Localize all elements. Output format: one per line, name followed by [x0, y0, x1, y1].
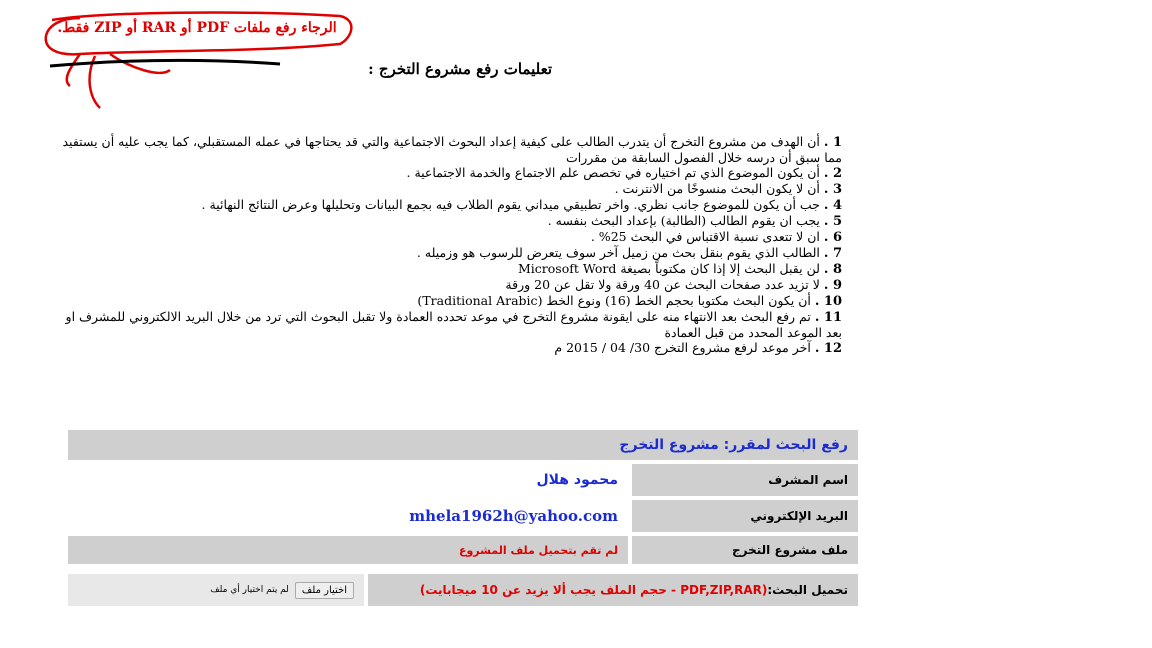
item-number: 7 .	[823, 246, 842, 261]
item-text: لن يقبل البحث إلا إذا كان مكتوباً بصيغة Microsoft Word	[517, 261, 820, 276]
item-number: 11 .	[814, 310, 842, 325]
upload-label-cell	[368, 574, 858, 606]
upload-row	[68, 574, 858, 606]
item-text: جب أن يكون للموضوع جانب نظري. واخر تطبيقي ميداني يقوم الطلاب فيه بجمع البيانات وتحليلها وعرض النتائج النهائية .	[201, 197, 820, 212]
item-text: لا تزيد عدد صفحات البحث عن 40 ورقة ولا تقل عن 20 ورقة	[505, 277, 820, 292]
list-item	[60, 277, 842, 293]
item-number: 10 .	[814, 294, 842, 309]
upload-form	[68, 430, 858, 606]
item-text: تم رفع البحث بعد الانتهاء منه على ايقونة مشروع التخرج في موعد تحدده العمادة ولا تقبل البحوث التي ترد من خلال البريد الالكتروني للمشرف او بعد الموعد المحدد من قبل العمادة	[65, 309, 842, 340]
list-item	[60, 261, 842, 277]
item-number: 8 .	[823, 262, 842, 277]
item-number: 3 .	[823, 182, 842, 197]
item-text: أن لا يكون البحث منسوخًا من الانترنت .	[614, 181, 820, 196]
supervisor-label: اسم المشرف	[632, 464, 858, 496]
email-value: mhela1962h@yahoo.com	[409, 507, 618, 525]
item-text: أن الهدف من مشروع التخرج أن يتدرب الطالب على كيفية إعداد البحوث الاجتماعية والتي قد يحتاجها في عمله المستقبلي، كما يجب عليه أن يستفيد مما سبق أن درسه خلال الفصول السابقة من مقررات	[62, 134, 842, 165]
email-label: البريد الإلكتروني	[632, 500, 858, 532]
instructions-list	[60, 134, 842, 356]
list-item	[60, 213, 842, 229]
item-number: 1 .	[823, 135, 842, 150]
item-number: 2 .	[823, 166, 842, 181]
item-text: أن يكون الموضوع الذي تم اختياره في تخصص علم الاجتماع والخدمة الاجتماعية .	[406, 165, 820, 180]
list-item	[60, 293, 842, 309]
form-header: رفع البحث لمقرر: مشروع التخرج	[68, 430, 858, 460]
item-text: أن يكون البحث مكتوبا بحجم الخط (16) ونوع الخط (Traditional Arabic)	[417, 293, 811, 308]
project-file-label: ملف مشروع التخرج	[632, 536, 858, 564]
callout-text: الرجاء رفع ملفات PDF أو RAR أو ZIP فقط.	[57, 20, 337, 36]
item-text: الطالب الذي يقوم بنقل بحث من زميل آخر سوف يتعرض للرسوب هو وزميله .	[416, 245, 820, 260]
upload-size-note: (PDF,ZIP,RAR - حجم الملف يجب ألا يزيد عن 10 ميجابايت)	[419, 583, 768, 597]
file-input-status: لم يتم اختيار أي ملف	[210, 585, 289, 595]
item-number: 5 .	[823, 214, 842, 229]
list-item	[60, 340, 842, 356]
item-number: 6 .	[823, 230, 842, 245]
supervisor-row	[68, 464, 858, 496]
project-file-status: لم تقم بتحميل ملف المشروع	[68, 536, 628, 564]
file-input-cell	[68, 574, 364, 606]
list-item	[60, 245, 842, 261]
item-text: آخر موعد لرفع مشروع التخرج 30/ 04 / 2015 م	[554, 340, 811, 355]
item-number: 9 .	[823, 278, 842, 293]
supervisor-value: محمود هلال	[536, 472, 618, 488]
list-item	[60, 134, 842, 165]
list-item	[60, 165, 842, 181]
email-row	[68, 500, 858, 532]
item-text: يجب ان يقوم الطالب (الطالبة) بإعداد البحث بنفسه .	[547, 213, 820, 228]
project-file-row	[68, 536, 858, 564]
list-item	[60, 181, 842, 197]
item-text: ان لا تتعدى نسبة الاقتباس في البحث 25% .	[590, 229, 820, 244]
item-number: 12 .	[814, 341, 842, 356]
page-title: تعليمات رفع مشروع التخرج :	[368, 60, 552, 78]
list-item	[60, 309, 842, 340]
list-item	[60, 229, 842, 245]
choose-file-button[interactable]: اختيار ملف	[295, 582, 354, 599]
list-item	[60, 197, 842, 213]
upload-label: تحميل البحث:	[767, 583, 848, 597]
item-number: 4 .	[823, 198, 842, 213]
